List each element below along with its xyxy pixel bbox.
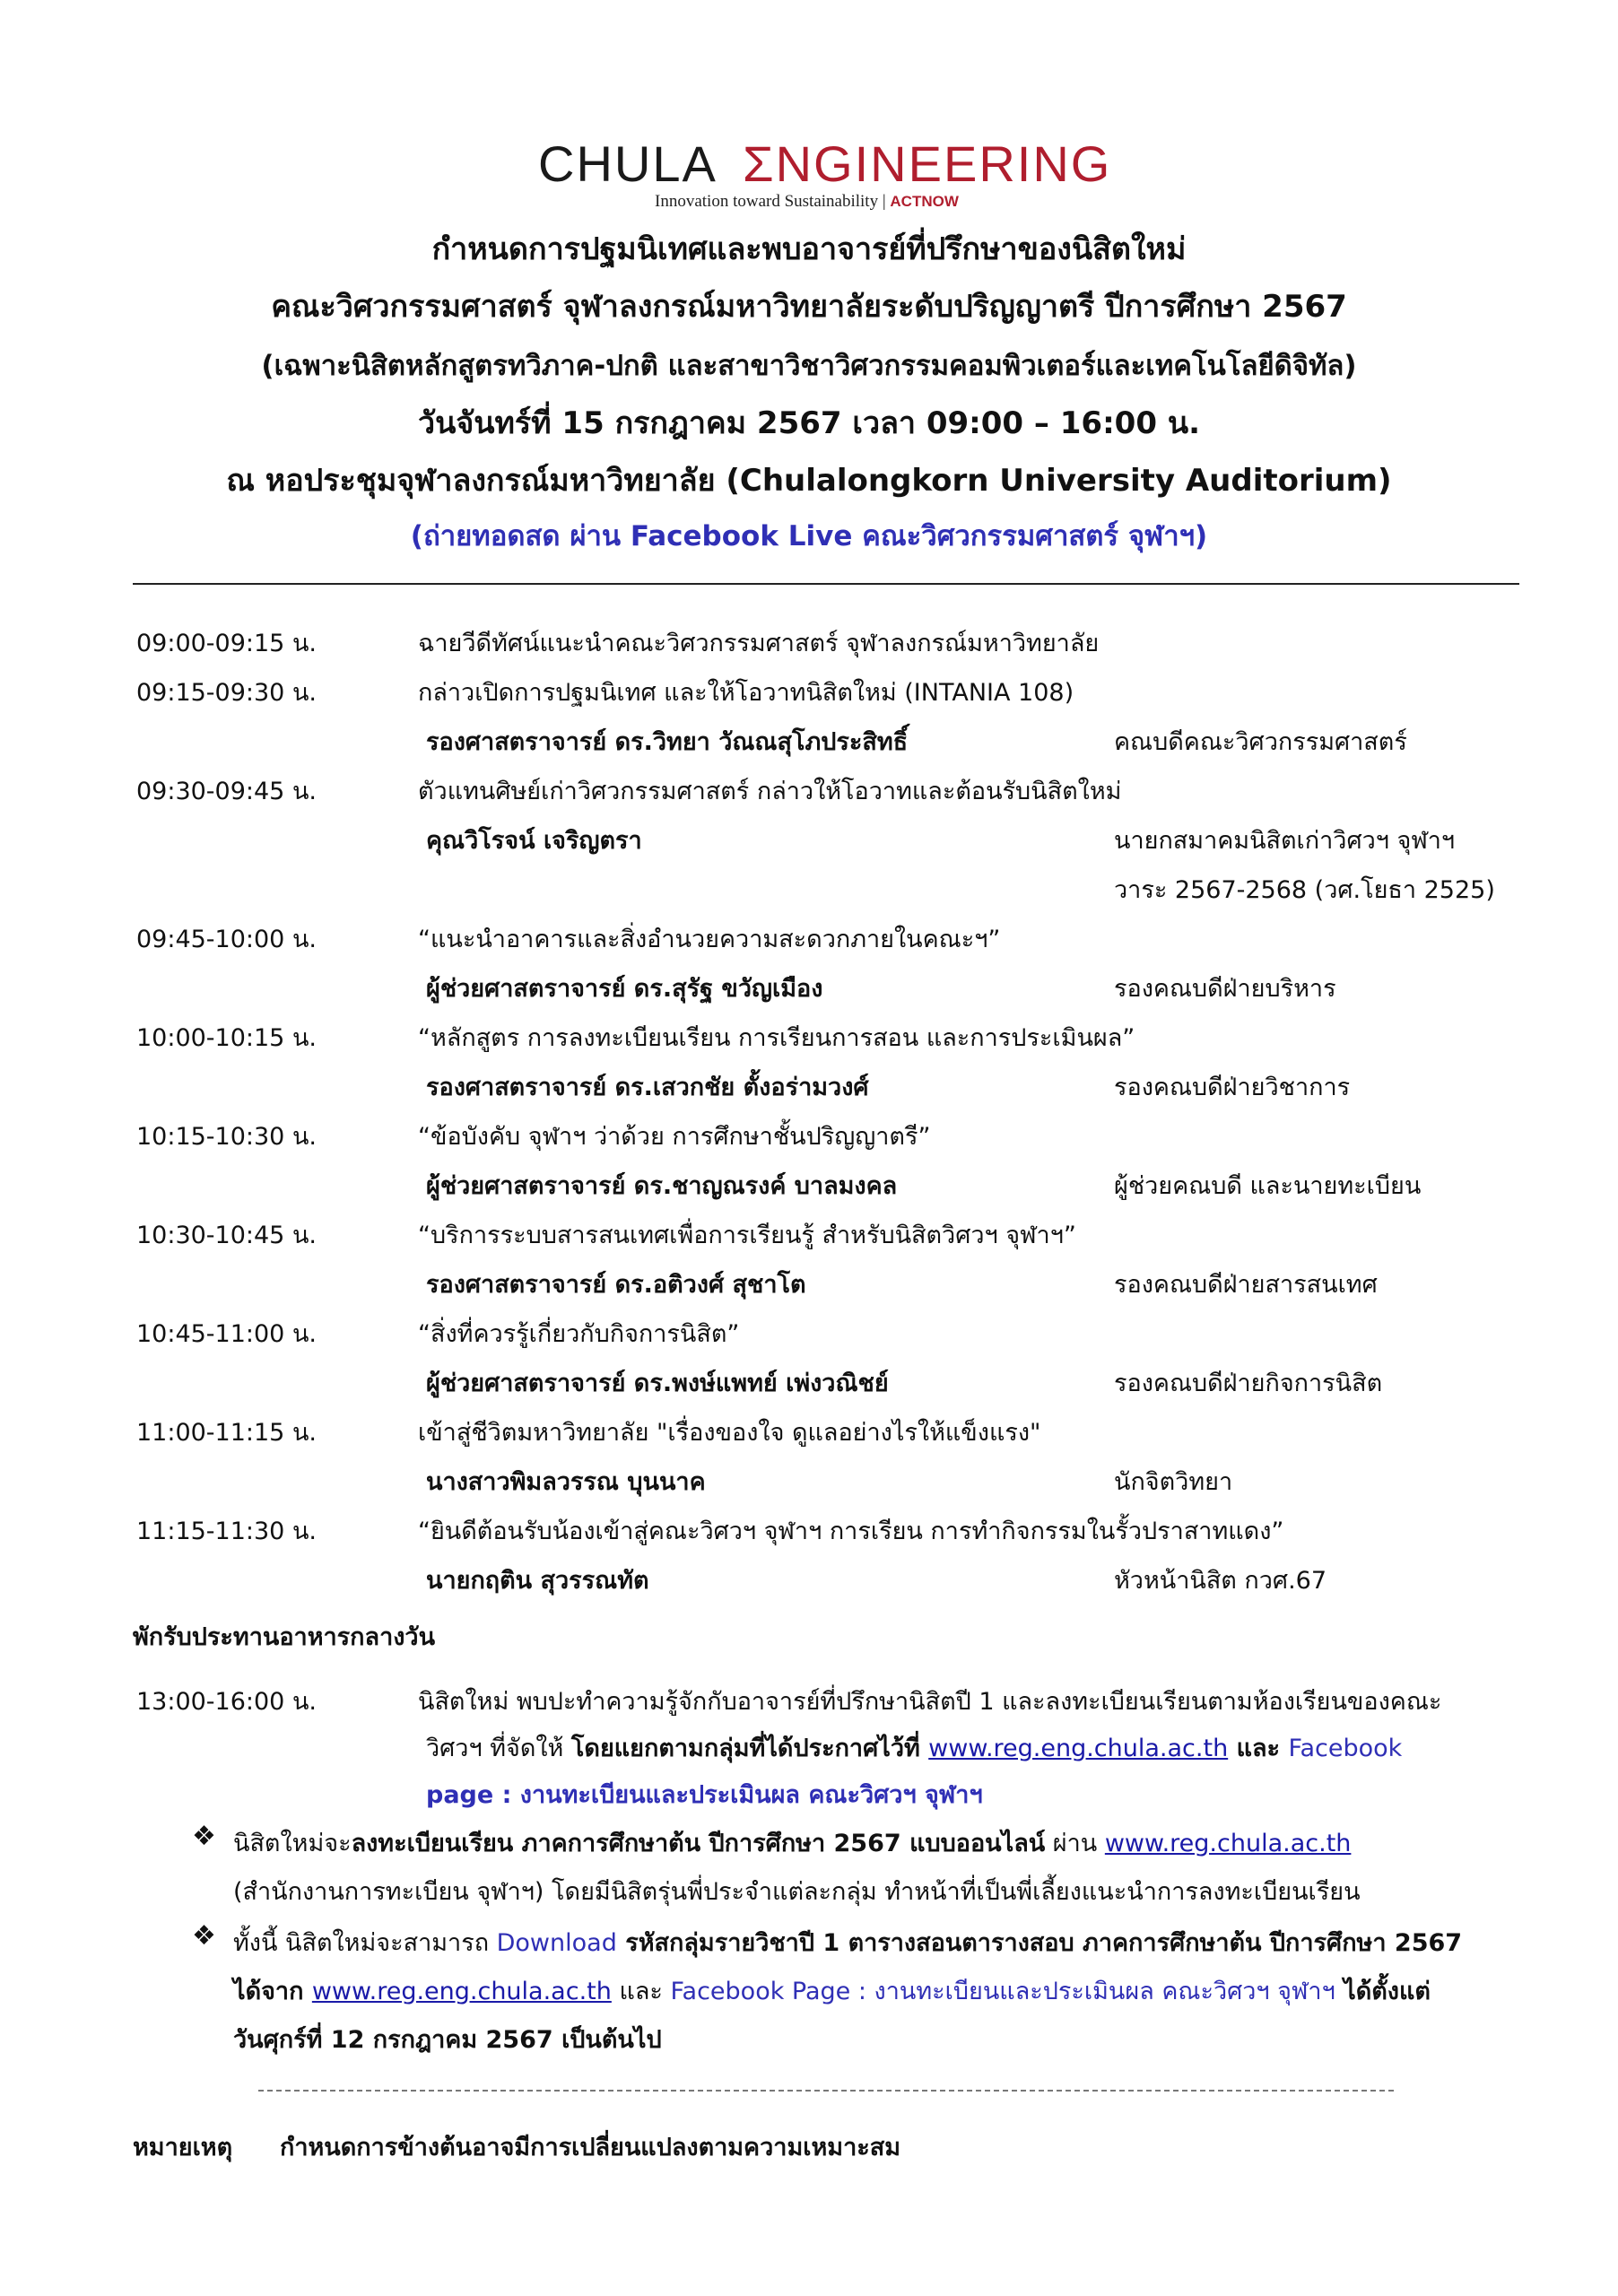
schedule-desc: “ข้อบังคับ จุฬาฯ ว่าด้วย การศึกษาชั้นปริญญาตรี” [418, 1123, 931, 1151]
schedule-time: 11:00-11:15 น. [136, 1419, 317, 1447]
note-bold-text: ลงทะเบียนเรียน ภาคการศึกษาต้น ปีการศึกษา 2567 แบบออนไลน์ [351, 1830, 1046, 1857]
diamond-bullet-icon: ❖ [192, 1821, 216, 1852]
schedule-desc: กล่าวเปิดการปฐมนิเทศ และให้โอวาทนิสิตใหม่ (INTANIA 108) [418, 679, 1074, 707]
afternoon-text: วิศวฯ ที่จัดให้ [426, 1735, 571, 1762]
speaker-position: นักจิตวิทยา [1114, 1468, 1233, 1496]
page-title-line2: คณะวิศวกรรมศาสตร์ จุฬาลงกรณ์มหาวิทยาลัยระดับปริญญาตรี ปีการศึกษา 2567 [271, 289, 1347, 325]
reg-eng-link[interactable]: www.reg.eng.chula.ac.th [311, 1978, 612, 2005]
schedule-time: 10:45-11:00 น. [136, 1320, 317, 1348]
speaker-position: คณบดีคณะวิศวกรรมศาสตร์ [1114, 728, 1407, 756]
speaker-name: ผู้ช่วยศาสตราจารย์ ดร.ชาญณรงค์ บาลมงคล [426, 1172, 898, 1200]
note-text: ผ่าน [1045, 1830, 1105, 1857]
schedule-time: 09:15-09:30 น. [136, 679, 317, 707]
speaker-name: นายกฤติน สุวรรณทัต [426, 1567, 649, 1595]
schedule-time: 09:45-10:00 น. [136, 926, 317, 953]
reg-eng-link[interactable]: www.reg.eng.chula.ac.th [928, 1735, 1229, 1762]
schedule-desc: “บริการระบบสารสนเทศเพื่อการเรียนรู้ สำหรับนิสิตวิศวฯ จุฬาฯ” [418, 1222, 1076, 1249]
note-bold-text: รหัสกลุ่มรายวิชาปี 1 ตารางสอนตารางสอบ ภาคการศึกษาต้น ปีการศึกษา 2567 [616, 1929, 1463, 1957]
reg-chula-link[interactable]: www.reg.chula.ac.th [1104, 1830, 1352, 1857]
schedule-time: 09:30-09:45 น. [136, 778, 317, 805]
speaker-name: คุณวิโรจน์ เจริญตรา [426, 827, 642, 855]
schedule-time: 09:00-09:15 น. [136, 630, 317, 657]
note-2-line1 [233, 1923, 1462, 1961]
schedule-desc: “หลักสูตร การลงทะเบียนเรียน การเรียนการสอน และการประเมินผล” [418, 1024, 1135, 1052]
speaker-position: นายกสมาคมนิสิตเก่าวิศวฯ จุฬาฯ [1114, 827, 1456, 855]
note-text: ทั้งนี้ นิสิตใหม่จะสามารถ [233, 1929, 497, 1957]
live-stream-note: (ถ่ายทอดสด ผ่าน Facebook Live คณะวิศวกรรมศาสตร์ จุฬาฯ) [410, 520, 1208, 552]
note-2-line2 [233, 1971, 1431, 2010]
speaker-position: ผู้ช่วยคณบดี และนายทะเบียน [1114, 1172, 1422, 1200]
note-bold-text: ได้จาก [233, 1978, 312, 2005]
speaker-position: รองคณบดีฝ่ายวิชาการ [1114, 1074, 1351, 1101]
lunch-break-heading: พักรับประทานอาหารกลางวัน [133, 1623, 436, 1651]
afternoon-desc-line2 [426, 1728, 1402, 1767]
logo-separator: | [882, 192, 886, 211]
dashed-divider [258, 2090, 1394, 2092]
chula-engineering-logo [538, 135, 1112, 233]
speaker-name: รองศาสตราจารย์ ดร.วิทยา วัณณสุโภประสิทธิ์ [426, 728, 909, 756]
afternoon-and: และ [1228, 1735, 1289, 1762]
note-bold-text: ได้ตั้งแต่ [1335, 1978, 1431, 2005]
event-venue: ณ หอประชุมจุฬาลงกรณ์มหาวิทยาลัย (Chulalongkorn University Auditorium) [226, 463, 1392, 499]
speaker-name: รองศาสตราจารย์ ดร.อติวงศ์ สุชาโต [426, 1271, 806, 1299]
schedule-time: 10:15-10:30 น. [136, 1123, 317, 1151]
schedule-time: 11:15-11:30 น. [136, 1518, 317, 1545]
speaker-name: นางสาวพิมลวรรณ บุนนาค [426, 1468, 706, 1496]
schedule-time: 10:30-10:45 น. [136, 1222, 317, 1249]
schedule-desc: เข้าสู่ชีวิตมหาวิทยาลัย "เรื่องของใจ ดูแลอย่างไรให้แข็งแรง" [418, 1419, 1041, 1447]
remark-text: กำหนดการข้างต้นอาจมีการเปลี่ยนแปลงตามความเหมาะสม [280, 2134, 901, 2161]
schedule-time: 10:00-10:15 น. [136, 1024, 317, 1052]
note-text: และ [611, 1978, 671, 2005]
page-subtitle: (เฉพาะนิสิตหลักสูตรทวิภาค-ปกติ และสาขาวิชาวิศวกรรมคอมพิวเตอร์และเทคโนโลยีดิจิทัล) [261, 350, 1357, 382]
download-text: Download [496, 1929, 617, 1957]
schedule-desc: “ยินดีต้อนรับน้องเข้าสู่คณะวิศวฯ จุฬาฯ การเรียน การทำกิจกรรมในรั้วปราสาทแดง” [418, 1518, 1284, 1545]
speaker-position: รองคณบดีฝ่ายกิจการนิสิต [1114, 1370, 1383, 1397]
speaker-name: ผู้ช่วยศาสตราจารย์ ดร.สุรัฐ ขวัญเมือง [426, 975, 823, 1003]
logo-actnow: ACTNOW [890, 193, 959, 210]
afternoon-time: 13:00-16:00 น. [136, 1688, 317, 1716]
speaker-position: รองคณบดีฝ่ายบริหาร [1114, 975, 1336, 1003]
note-1-line2: (สำนักงานการทะเบียน จุฬาฯ) โดยมีนิสิตรุ่นพี่ประจำแต่ละกลุ่ม ทำหน้าที่เป็นพี่เลี้ยงแนะนำการลงทะเบียนเรียน [233, 1878, 1361, 1906]
note-text: นิสิตใหม่จะ [233, 1830, 352, 1857]
speaker-name: ผู้ช่วยศาสตราจารย์ ดร.พงษ์แพทย์ เพ่งวณิชย์ [426, 1370, 889, 1397]
logo-tagline-text: Innovation toward Sustainability [655, 192, 879, 211]
facebook-page-link[interactable]: page : งานทะเบียนและประเมินผล คณะวิศวฯ จุฬาฯ [426, 1781, 983, 1809]
afternoon-bold-text: โดยแยกตามกลุ่มที่ได้ประกาศไว้ที่ [570, 1735, 929, 1762]
note-2-line3: วันศุกร์ที่ 12 กรกฎาคม 2567 เป็นต้นไป [233, 2026, 662, 2054]
logo-tagline [655, 192, 959, 212]
speaker-position-line2: วาระ 2567-2568 (วศ.โยธา 2525) [1114, 876, 1495, 904]
schedule-desc: ฉายวีดีทัศน์แนะนำคณะวิศวกรรมศาสตร์ จุฬาลงกรณ์มหาวิทยาลัย [418, 630, 1100, 657]
remark-label: หมายเหตุ [133, 2134, 233, 2161]
logo-chula-text: CHULA [538, 135, 718, 192]
speaker-position: หัวหน้านิสิต กวศ.67 [1114, 1567, 1327, 1595]
speaker-name: รองศาสตราจารย์ ดร.เสวกชัย ตั้งอร่ามวงศ์ [426, 1074, 869, 1101]
page-title: กำหนดการปฐมนิเทศและพบอาจารย์ที่ปรึกษาของนิสิตใหม่ [431, 231, 1187, 267]
schedule-desc: “แนะนำอาคารและสิ่งอำนวยความสะดวกภายในคณะฯ” [418, 926, 1001, 953]
header-divider [133, 583, 1519, 585]
diamond-bullet-icon: ❖ [192, 1920, 216, 1952]
note-1-line1 [233, 1823, 1351, 1862]
event-date: วันจันทร์ที่ 15 กรกฎาคม 2567 เวลา 09:00 – 16:00 น. [418, 405, 1200, 441]
facebook-page-link[interactable]: Facebook Page : งานทะเบียนและประเมินผล คณะวิศวฯ จุฬาฯ [670, 1978, 1335, 2005]
schedule-desc: ตัวแทนศิษย์เก่าวิศวกรรมศาสตร์ กล่าวให้โอวาทและต้อนรับนิสิตใหม่ [418, 778, 1122, 805]
facebook-link[interactable]: Facebook [1288, 1735, 1403, 1762]
schedule-desc: “สิ่งที่ควรรู้เกี่ยวกับกิจการนิสิต” [418, 1320, 740, 1348]
logo-engineering-text: ƩNGINEERING [743, 135, 1112, 192]
speaker-position: รองคณบดีฝ่ายสารสนเทศ [1114, 1271, 1378, 1299]
afternoon-desc-line1: นิสิตใหม่ พบปะทำความรู้จักกับอาจารย์ที่ปรึกษานิสิตปี 1 และลงทะเบียนเรียนตามห้องเรียนของคณะ [418, 1688, 1442, 1716]
